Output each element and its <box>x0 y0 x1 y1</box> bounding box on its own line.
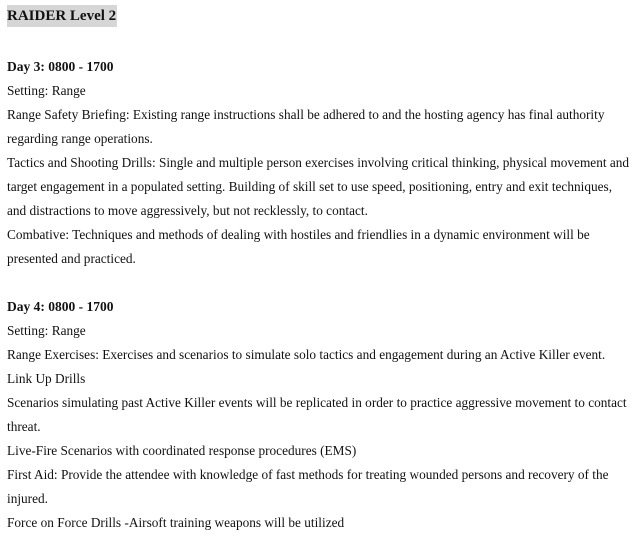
day3-heading: Day 3: 0800 - 1700 <box>7 59 114 74</box>
day4-heading: Day 4: 0800 - 1700 <box>7 299 114 314</box>
day3-setting: Setting: Range <box>7 83 86 98</box>
title-block <box>7 0 633 34</box>
day4-section <box>7 295 633 535</box>
day4-live-fire-scenarios: Live-Fire Scenarios with coordinated response procedures (EMS) <box>7 443 357 458</box>
day3-section <box>7 55 633 271</box>
day4-first-aid: First Aid: Provide the attendee with knowledge of fast methods for treating wounded persons and recovery of the injured. <box>7 467 609 506</box>
day4-setting: Setting: Range <box>7 323 86 338</box>
document-title: RAIDER Level 2 <box>7 5 117 27</box>
day4-link-up-drills: Link Up Drills <box>7 371 86 386</box>
day3-tactics-shooting-drills: Tactics and Shooting Drills: Single and multiple person exercises involving critical thinking, physical movement and target engagement in a populated setting. Building of skill set to use speed, positioning, entry and exit techniques, and distractions to move aggressively, but not recklessly, to contact. <box>7 155 630 218</box>
day3-combative: Combative: Techniques and methods of dealing with hostiles and friendlies in a dynamic environment will be presented and practiced. <box>7 227 590 266</box>
day4-scenarios: Scenarios simulating past Active Killer events will be replicated in order to practice aggressive movement to contact threat. <box>7 395 627 434</box>
document-body <box>7 0 633 535</box>
blank-line <box>7 271 633 295</box>
day3-range-safety-briefing: Range Safety Briefing: Existing range instructions shall be adhered to and the hosting agency has final authority regarding range operations. <box>7 107 605 146</box>
day4-range-exercises: Range Exercises: Exercises and scenarios to simulate solo tactics and engagement during an Active Killer event. <box>7 347 606 362</box>
day4-force-on-force-drills: Force on Force Drills -Airsoft training weapons will be utilized <box>7 515 345 530</box>
blank-line <box>7 34 633 55</box>
